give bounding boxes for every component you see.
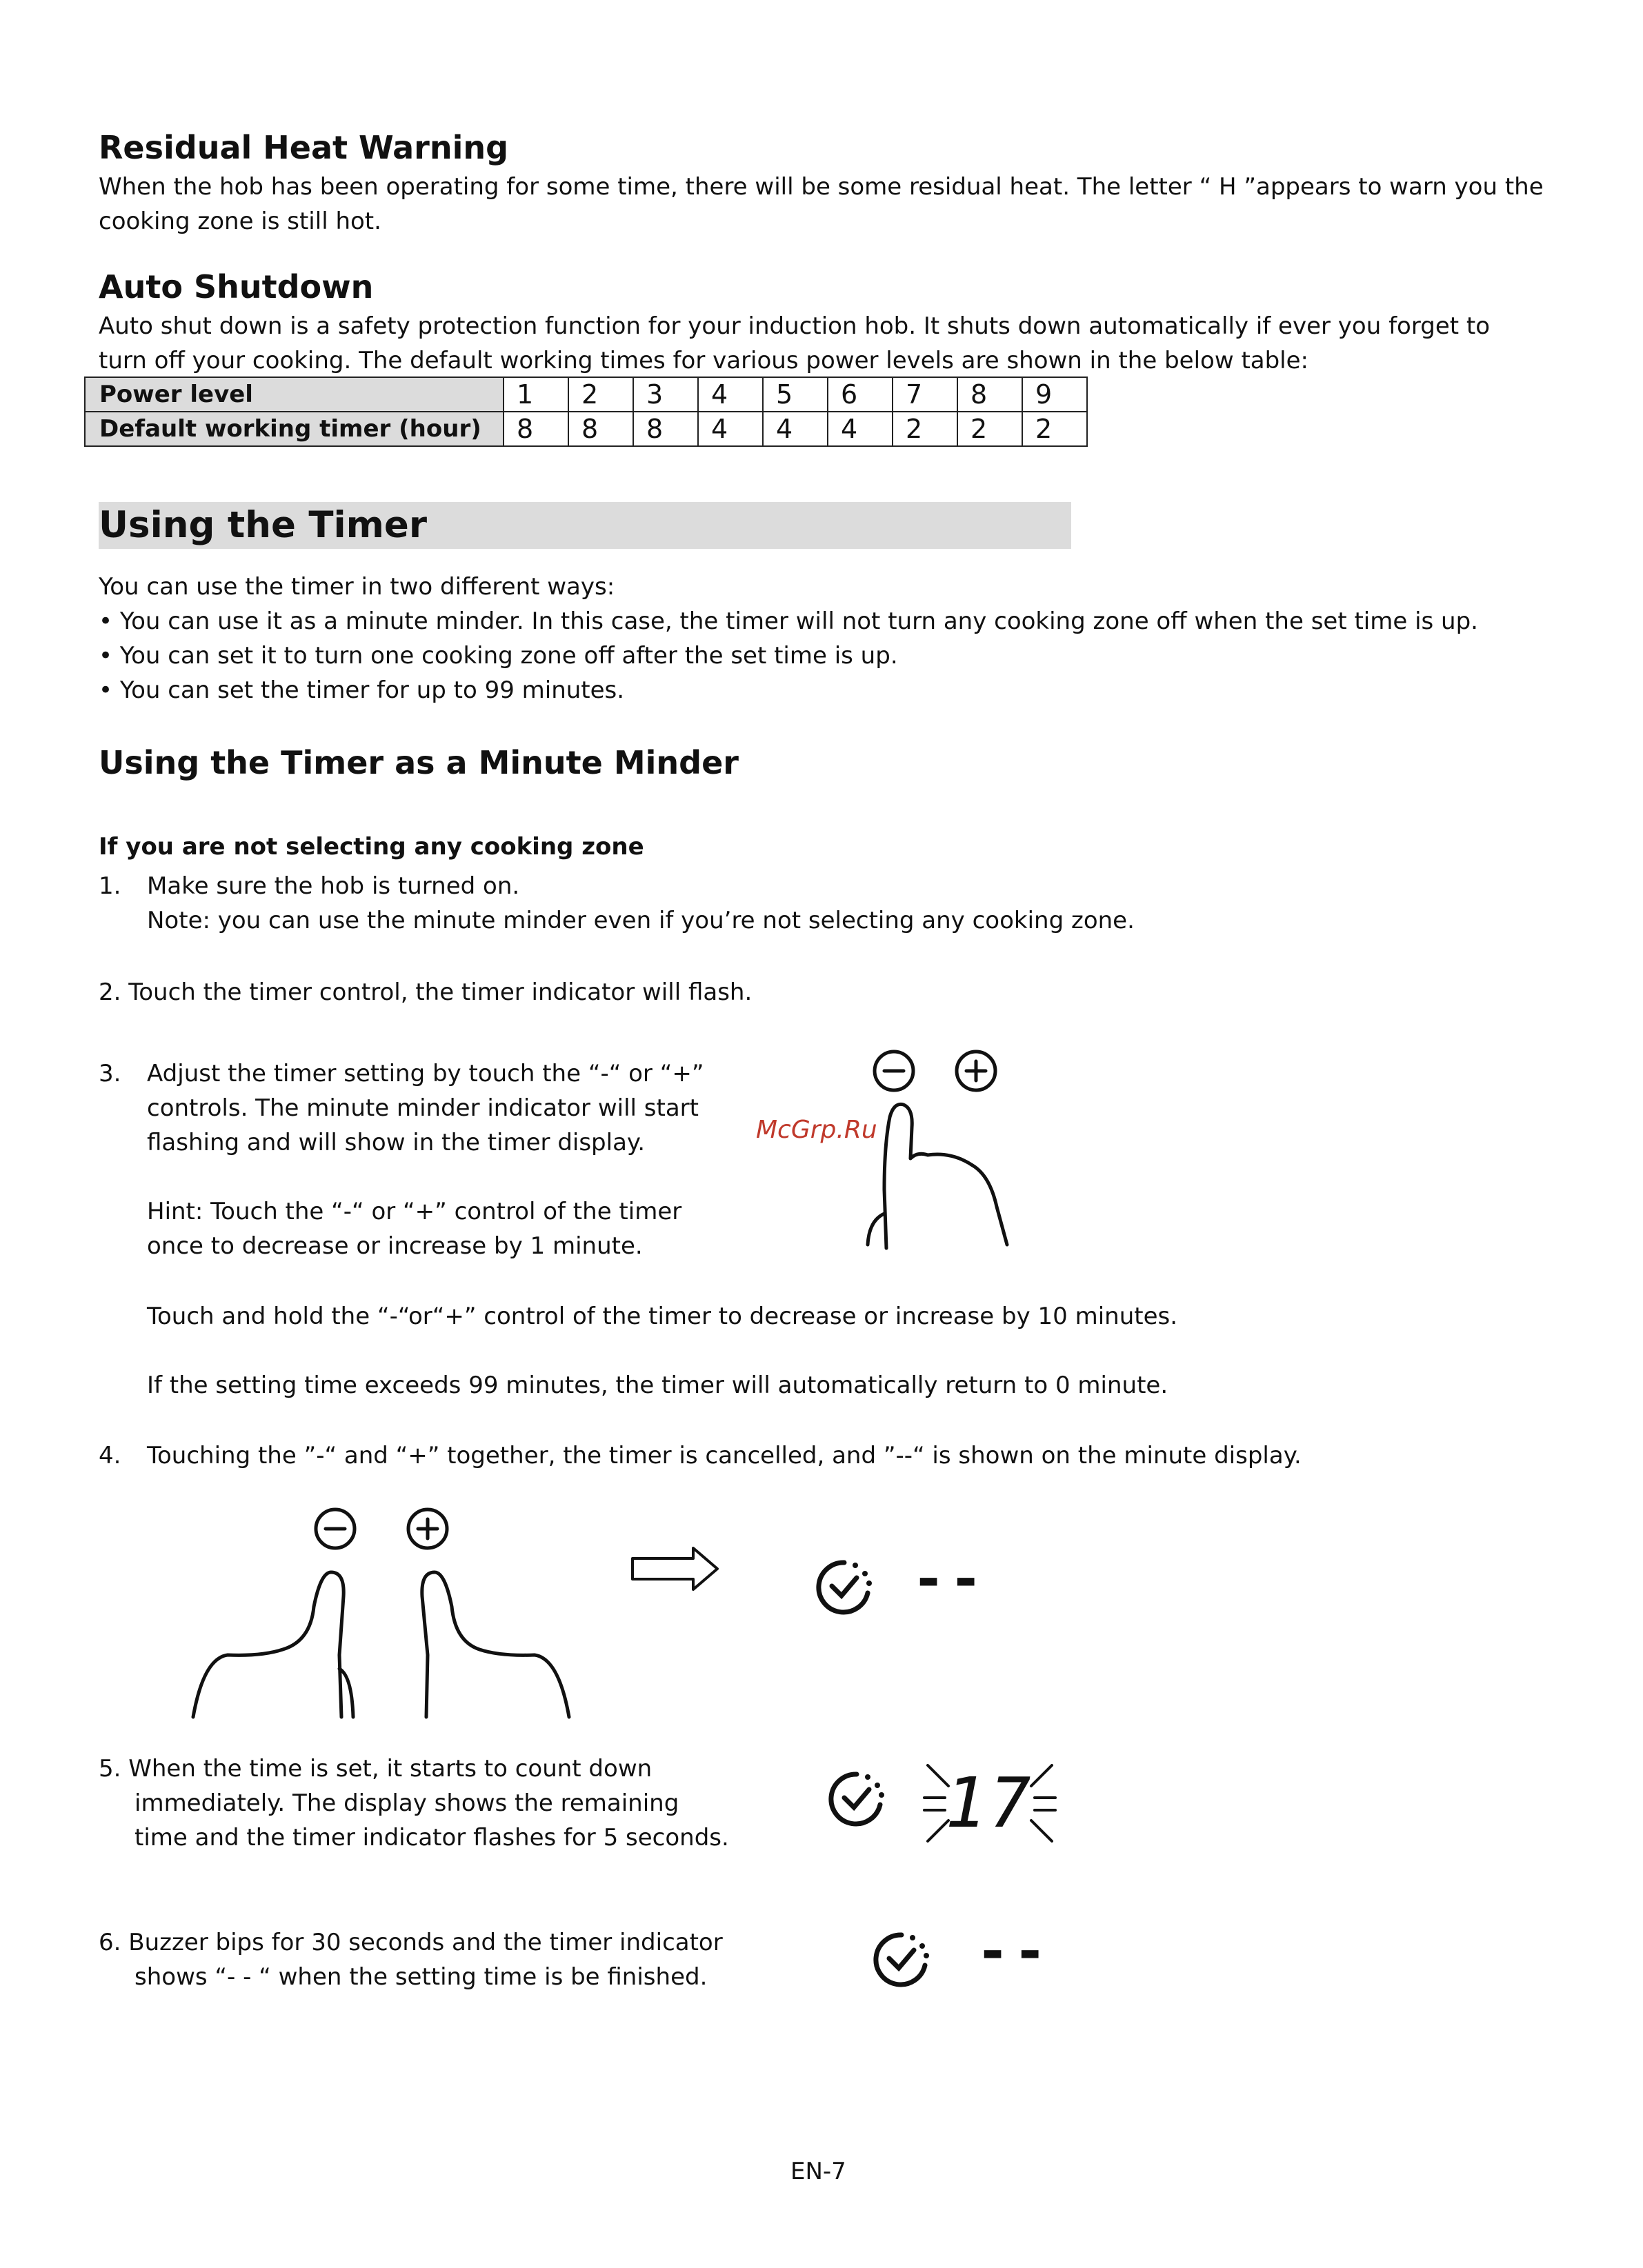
timer-cell: 2 [1022,412,1087,446]
residual-text-line1: When the hob has been operating for some time, there will be some residual heat. The letter “ H ”appears to warn you the [99,173,1544,201]
row-label-power-level: Power level [85,377,504,412]
timer-cell: 4 [763,412,828,446]
auto-shutdown-text-line1: Auto shut down is a safety protection function for your induction hob. It shuts down automatically if ever you forget to [99,312,1491,340]
arrow-right-icon [631,1545,721,1593]
power-level-cell: 4 [698,377,763,412]
single-hand-illustration [855,1041,1062,1248]
power-level-table [84,377,1088,447]
minder-subheading: If you are not selecting any cooking zone [99,833,644,861]
timer-indicator-icon [815,1557,877,1619]
power-level-cell: 1 [504,377,568,412]
hint-line1: Hint: Touch the “-“ or “+” control of the timer [147,1198,682,1225]
timer-cell: 2 [957,412,1022,446]
step-5-line1: 5. When the time is set, it starts to count down [99,1755,653,1783]
timer-bullet-2: • You can set it to turn one cooking zone off after the set time is up. [99,642,898,670]
step-1-note: Note: you can use the minute minder even if you’re not selecting any cooking zone. [147,907,1135,934]
row-label-default-timer: Default working timer (hour) [85,412,504,446]
timer-cell: 2 [893,412,957,446]
watermark-text: McGrp.Ru [756,1116,877,1144]
two-hands-illustration [186,1503,586,1724]
table-row [85,412,1087,446]
step-1-text: Make sure the hob is turned on. [147,872,520,900]
timer-cell: 8 [568,412,633,446]
timer-bullet-3: • You can set the timer for up to 99 minutes. [99,676,625,704]
minute-minder-heading: Using the Timer as a Minute Minder [99,744,739,781]
page-number: EN-7 [790,2158,846,2185]
cancelled-display: -- [912,1547,987,1611]
timer-cell: 8 [633,412,698,446]
exceed-text: If the setting time exceeds 99 minutes, the timer will automatically return to 0 minute. [147,1372,1168,1399]
power-level-cell: 9 [1022,377,1087,412]
step-1-number: 1. [99,872,121,900]
timer-cell: 4 [828,412,893,446]
timer-cell: 4 [698,412,763,446]
residual-heading: Residual Heat Warning [99,129,509,166]
step-3-line2: controls. The minute minder indicator will start [147,1094,699,1122]
step-4-text: Touching the ”-“ and “+” together, the timer is cancelled, and ”--“ is shown on the minute display. [147,1442,1302,1469]
residual-text-line2: cooking zone is still hot. [99,208,381,235]
step-3-number: 3. [99,1060,121,1087]
step-3-line3: flashing and will show in the timer display. [147,1129,646,1156]
step-2-text: 2. Touch the timer control, the timer indicator will flash. [99,979,753,1006]
power-level-cell: 8 [957,377,1022,412]
right-hand-icon [422,1572,569,1717]
touch-and-hold-text: Touch and hold the “-“or“+” control of the timer to decrease or increase by 10 minutes. [147,1303,1178,1330]
power-level-cell: 2 [568,377,633,412]
step-6-line2: shows “- - “ when the setting time is be finished. [135,1963,708,1991]
timer-cell: 8 [504,412,568,446]
countdown-display: 17 [945,1763,1034,1843]
step-5-line2: immediately. The display shows the remaining [135,1789,679,1817]
auto-shutdown-heading: Auto Shutdown [99,268,374,305]
using-timer-heading: Using the Timer [99,504,427,546]
hand-icon [884,1104,1007,1248]
power-level-cell: 7 [893,377,957,412]
timer-intro: You can use the timer in two different ways: [99,573,615,601]
hint-line2: once to decrease or increase by 1 minute. [147,1232,643,1260]
step-5-line3: time and the timer indicator flashes for 5 seconds. [135,1824,729,1851]
power-level-cell: 6 [828,377,893,412]
timer-indicator-icon [828,1769,890,1831]
finished-display: -- [976,1919,1051,1983]
auto-shutdown-text-line2: turn off your cooking. The default working times for various power levels are shown in the below table: [99,347,1309,374]
step-4-number: 4. [99,1442,121,1469]
table-row [85,377,1087,412]
timer-bullet-1: • You can use it as a minute minder. In this case, the timer will not turn any cooking zone off when the set time is up. [99,608,1478,635]
step-3-line1: Adjust the timer setting by touch the “-“ or “+” [147,1060,704,1087]
timer-indicator-icon [873,1929,935,1991]
power-level-cell: 5 [763,377,828,412]
power-level-cell: 3 [633,377,698,412]
step-6-line1: 6. Buzzer bips for 30 seconds and the timer indicator [99,1929,723,1956]
left-hand-icon [193,1572,343,1717]
